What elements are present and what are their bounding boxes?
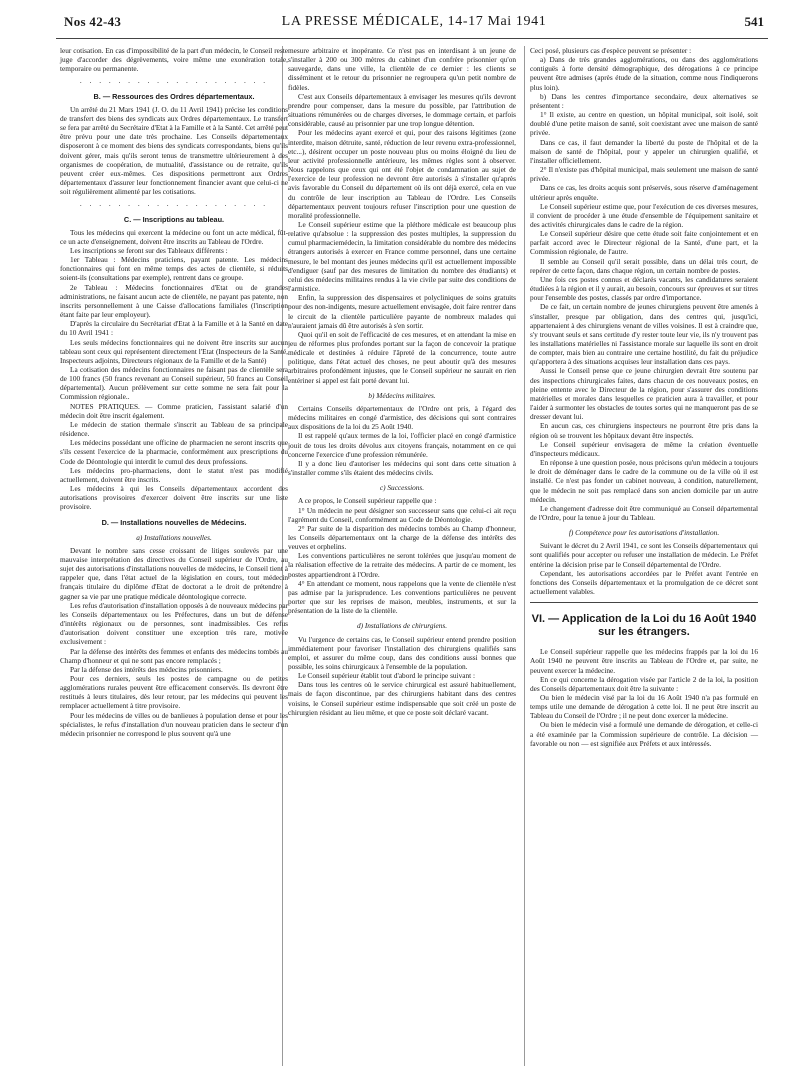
paragraph: Tous les médecins qui exercent la médecine ou font un acte médical, fût-ce un acte d'enseignement, doivent être inscrits au Tableau de l'Ordre. bbox=[60, 227, 288, 246]
paragraph: Dans ce cas, il faut demander la liberté du poste de l'hôpital et de la maison de santé de l'hôpital, pour y appeler un chirurgien qualifié, et l'installer officiellement. bbox=[530, 137, 758, 165]
paragraph: Ceci posé, plusieurs cas d'espèce peuvent se présenter : bbox=[530, 46, 692, 55]
paragraph: Ou bien le médecin visé par la loi du 16 Août 1940 n'a pas formulé en temps utile une demande de dérogation à cette loi. Il ne peut être inscrit au Tableau du Conseil de l'Ordre ; il ne peut donc exercer la médecine. bbox=[530, 693, 758, 721]
paragraph: Par la défense des intérêts des femmes et enfants des médecins tombés au Champ d'honneur et qui ne sont pas encore remplacés ; bbox=[60, 646, 288, 665]
paragraph: Le Conseil supérieur établit tout d'abord le principe suivant : bbox=[298, 671, 476, 681]
paragraph: Les médecins à qui les Conseils départementaux accordent des autorisations provisoires d'exercer doivent être inscrits sur une liste provisoire. bbox=[60, 484, 288, 512]
paragraph: Il est rappelé qu'aux termes de la loi, l'officier placé en congé d'armistice jouit de tous les droits dévolus aux citoyens français, notamment en ce qui concerne l'exercice d'une profession rémunérée. bbox=[288, 431, 516, 459]
paragraph: Le médecin de station thermale s'inscrit au Tableau de sa principale résidence. bbox=[60, 419, 288, 439]
chapter-heading: VI. — Application de la Loi du 16 Août 1940 sur les étrangers. bbox=[531, 613, 757, 639]
paragraph: Les médecins pro-pharmaciens, dont le statut n'est pas modifié actuellement, doivent être inscrits. bbox=[60, 465, 288, 484]
paragraph: Il y a donc lieu d'autoriser les médecins qui sont dans cette situation à s'installer comme s'ils étaient des médecins civils. bbox=[288, 458, 516, 478]
paragraph: Pour ces derniers, seuls les postes de campagne ou de petites agglomérations rurales peuvent être efficacement conservés. Ils devront être restitués à leurs titulaires, dès leur retour, par les médecins qui peuvent les remplacer actuellement à titre provisoire. bbox=[60, 674, 288, 711]
paragraph: Dans ce cas, les droits acquis sont préservés, sous réserve d'aménagement ultérieur après enquête. bbox=[530, 183, 758, 202]
page-header bbox=[64, 14, 764, 32]
section-rule bbox=[530, 602, 758, 603]
paragraph: C'est aux Conseils départementaux à envisager les mesures qu'ils devront prendre pour compenser, dans la mesure du possible, par l'attribution de situations rémunérées ou de charges diverses, le dommage certain, et parfois considérable, causé au prisonnier par une trop longue détention. bbox=[288, 91, 516, 129]
paragraph: A ce propos, le Conseil supérieur rappelle que : bbox=[298, 496, 437, 506]
paragraph: D'après la circulaire du Secrétariat d'Etat à la Famille et à la Santé en date du 10 Avril 1941 : bbox=[60, 319, 288, 338]
paragraph: Aussi le Conseil pense que ce jeune chirurgien devrait être soutenu par des inspections chirurgicales faites, dans chacun de ces nouveaux postes, en pleine entente avec le Directeur de la région, pour s'assurer des conditions matérielles et morales dans lesquelles ce praticien aura à travailler, et pour l'aider à surmonter les obstacles de toutes sortes qui ne manqueront pas de se dresser devant lui. bbox=[530, 366, 758, 422]
subsection-heading: d) Installations de chirurgiens. bbox=[356, 621, 448, 631]
column-divider bbox=[524, 46, 525, 1066]
paragraph: Ou bien le médecin visé a formulé une demande de dérogation, et celle-ci a été examinée par la Commission supérieure de contrôle. La décision — favorable ou non — est signifiée aux Préfets et aux intéressés. bbox=[530, 720, 758, 748]
paragraph: Le changement d'adresse doit être communiqué au Conseil départemental de l'Ordre, pour la tenue à jour du Tableau. bbox=[530, 503, 758, 522]
ellipsis-divider: . . . . . . . . . . . . . . . . . . . . bbox=[79, 199, 269, 209]
ellipsis-divider: . . . . . . . . . . . . . . . . . . . . bbox=[79, 76, 269, 86]
paragraph: Un arrêté du 21 Mars 1941 (J. O. du 11 Avril 1941) précise les conditions de transfert des biens des syndicats aux Ordres départementaux. Le transfert se fera par arrêté du Secrétaire d'Etat à la Famille et à la Santé. Cet arrêté peut être prévu pour une date très prochaine. Les Conseils départementaux disposeront à ce moment des biens des syndicats correspondants, biens qu'ils doivent gérer, mais qu'ils seront tenus de transmettre ultérieurement à des organismes de coopération, de mutualité, d'assistance ou de retraite, qu'ils peuvent créer eux-mêmes. Ces dispositions permettront aux Ordres départementaux d'assurer leur fonctionnement financier avant que celui-ci ne soit régulièrement alimenté par les cotisations. bbox=[60, 104, 288, 197]
subsection-heading: f) Compétence pour les autorisations d'installation. bbox=[568, 528, 720, 538]
paragraph: Suivant le décret du 2 Avril 1941, ce sont les Conseils départementaux qui sont qualifiés pour accepter ou refuser une installation de médecin. Le Préfet entérine la décision prise par le Conseil départemental de l'Ordre. bbox=[530, 541, 758, 569]
paragraph: Certains Conseils départementaux de l'Ordre ont pris, à l'égard des médecins militaires en congé d'armistice, des décisions qui sont contraires aux dispositions de la loi du 25 Août 1940. bbox=[288, 403, 516, 432]
subsection-heading: b) Médecins militaires. bbox=[368, 390, 436, 400]
page-number: 541 bbox=[744, 14, 764, 29]
journal-title: LA PRESSE MÉDICALE, 14-17 Mai 1941 bbox=[281, 14, 547, 29]
paragraph: Cependant, les autorisations accordées par le Préfet avant l'entrée en fonctions des Conseils départementaux et la promulgation de ce décret sont actuellement valables. bbox=[530, 568, 758, 597]
column-3 bbox=[530, 46, 758, 748]
paragraph: 4° En attendant ce moment, nous rappelons que la vente de clientèle n'est pas admise par la jurisprudence. Les conventions particulières ne peuvent porter que sur les reprises de maison, meubles, instruments, et sur la présentation de la liste de la clientèle. bbox=[288, 578, 516, 616]
paragraph: Les conventions particulières ne seront tolérées que jusqu'au moment de la réalisation effective de la retraite des médecins. A partir de ce moment, les postes appartiendront à l'Ordre. bbox=[288, 551, 516, 579]
paragraph: NOTES PRATIQUES. — Comme praticien, l'assistant salarié d'un médecin doit être inscrit également. bbox=[60, 401, 288, 420]
column-2 bbox=[288, 46, 516, 717]
paragraph: Par la défense des intérêts des médecins prisonniers. bbox=[70, 664, 223, 674]
paragraph: En réponse à une question posée, nous précisons qu'un médecin a toujours le droit de déménager dans le cadre de la commune ou de la ville où il est installé. Ce n'est pas fonder un cabinet nouveau, à condition, naturellement, que le médecin ne soit pas remplacé dans son ancien domicile par un autre médecin. bbox=[530, 458, 758, 504]
paragraph: En aucun cas, ces chirurgiens inspecteurs ne pourront être pris dans la région où se trouvent les hôpitaux devant être inspectés. bbox=[530, 421, 758, 440]
paragraph: Il semble au Conseil qu'il serait possible, dans un délai très court, de repérer de cette façon, dans chaque région, un certain nombre de postes. bbox=[530, 256, 758, 275]
header-rule bbox=[56, 38, 768, 39]
paragraph: 2° Il n'existe pas d'hôpital municipal, mais seulement une maison de santé privée. bbox=[530, 165, 758, 184]
paragraph: leur cotisation. En cas d'impossibilité de la part d'un médecin, le Conseil reste juge d'accorder des dégrèvements, voire même une exonération totale, temporaire ou permanente. bbox=[60, 46, 288, 74]
paragraph: Enfin, la suppression des dispensaires et polycliniques de soins gratuits pour des non-indigents, mesure actuellement envisagée, doit faire rentrer dans le circuit de la clientèle particulière payante de nombreux malades qui n'auraient jamais dû être autorisés à s'en sortir. bbox=[288, 293, 516, 330]
paragraph: 1er Tableau : Médecins praticiens, payant patente. Les médecins fonctionnaires qui font en même temps des actes de clientèle, si réduits soient-ils (consultations par exemple), rentrent dans ce groupe. bbox=[60, 255, 288, 283]
paragraph: Le Conseil supérieur rappelle que les médecins frappés par la loi du 16 Août 1940 ne peuvent être inscrits au Tableau de l'Ordre et, par suite, ne peuvent exercer la médecine. bbox=[530, 647, 758, 675]
paragraph: Le Conseil supérieur envisagera de même la création éventuelle d'inspecteurs médicaux. bbox=[530, 439, 758, 458]
paragraph: Le Conseil supérieur estime que, pour l'exécution de ces diverses mesures, il convient de procéder à une étude d'ensemble de l'équipement sanitaire et des activités chirurgicales dans le cadre de la région. bbox=[530, 201, 758, 229]
paragraph: Dans tous les centres où le service chirurgical est assuré habituellement, mais de façon discontinue, par des chirurgiens habitant dans des centres voisins, le Conseil supérieur estime indispensable que soit créé un poste de chirurgien résidant au lieu même, et que ce poste soit déclaré vacant. bbox=[288, 680, 516, 717]
paragraph: Le Conseil supérieur désire que cette étude soit faite conjointement et en parfait accord avec le Directeur régional de la Santé, d'une part, et la Commission régionale, de l'autre. bbox=[530, 229, 758, 257]
paragraph: a) Dans de très grandes agglomérations, ou dans des agglomérations contiguës à forte densité démographique, des dérogations à ce principe peuvent être admises (après étude de la situation, comme nous l'indiquerons plus loin). bbox=[530, 55, 758, 92]
paragraph: Le Conseil supérieur estime que la pléthore médicale est beaucoup plus relative qu'absolue : la suppression des postes multiples, la suppression du cumul pharmaciemédecin, la limitation considérable du nombre des médecins étrangers autorisés à exercer en France comme personnel, dans une certaine mesure, le bel montant des jeunes médecins qu'il est actuellement impossible d'endiguer (sauf par des mesures de limitation du nombre des étudiants) et celui des médecins militaires rendus à la vie civile par suite des conditions de l'armistice. bbox=[288, 219, 516, 294]
paragraph: Vu l'urgence de certains cas, le Conseil supérieur entend prendre position immédiatement pour favoriser l'installation des chirurgiens qualifiés sans emploi, et assurer du même coup, dans des conditions aussi bonnes que possible, les soins chirurgicaux à l'ensemble de la population. bbox=[288, 634, 516, 671]
paragraph: Pour les médecins ayant exercé et qui, pour des raisons légitimes (zone interdite, maison détruite, santé, réduction de leur revenu extra-professionnel, etc...), désirent occuper un poste nouveau plus ou moins éloigné du lieu de leur activité professionnelle antérieure, les mêmes règles sont à observer. Nous rappelons que ceux qui ont été l'objet de condamnation au sujet de l'exercice de leur profession ne devront être autorisés à s'installer qu'après avis favorable du Conseil du département où ils ont déjà exercé, cela en vue du contrôle de leur inscription au Tableau de l'Ordre. Les Conseils départementaux peuvent toujours refuser l'inscription pour une question de moralité professionnelle. bbox=[288, 128, 516, 220]
paragraph: Devant le nombre sans cesse croissant de litiges soulevés par une mauvaise interprétation des directives du Conseil supérieur de l'Ordre, au sujet des autorisations d'installations nouvelles de médecins, le Conseil tient à rappeler que, dans l'état actuel de la législation en cours, tout médecin français titulaire du diplôme d'Etat de doctorat a le droit de prétendre à gagner sa vie par une pratique médicale déontologique correcte. bbox=[60, 545, 288, 601]
column-1 bbox=[60, 46, 288, 738]
paragraph: mesure arbitraire et inopérante. Ce n'est pas en interdisant à un jeune de s'installer à 200 ou 300 mètres du cabinet d'un confrère prisonnier qu'on sauvegarde, dans une ville, la clientèle de ce dernier : les clients se disséminent et le retour du prisonnier ne regroupera qu'un petit nombre de fidèles. bbox=[288, 46, 516, 92]
paragraph: Pour les médecins de villes ou de banlieues à population dense et pour les spécialistes, le refus d'installation d'un nouveau praticien dans le secteur d'un médecin prisonnier ne correspond le plus souvent qu'à une bbox=[60, 710, 288, 738]
subsection-heading: c) Successions. bbox=[379, 483, 425, 493]
paragraph: Une fois ces postes connus et déclarés vacants, les candidatures seraient étudiées à la région et il y aurait, au besoin, concours sur épreuves et sur titres pour l'ensemble des postes, classés par ordre d'importance. bbox=[530, 274, 758, 303]
paragraph: Les refus d'autorisation d'installation opposés à de nouveaux médecins par les Conseils départementaux ou les Préfectures, dans un but de défense d'intérêts régionaux ou de personnes, sont inadmissibles. Ces refus d'autorisation doivent constituer une exception très rare, motivée exclusivement : bbox=[60, 600, 288, 647]
paragraph: 2° Par suite de la disparition des médecins tombés au Champ d'honneur, les Conseils départementaux ont la charge de la défense des intérêts des veuves et orphelins. bbox=[288, 523, 516, 552]
paragraph: 2e Tableau : Médecins fonctionnaires d'Etat ou de grandes administrations, ne faisant aucun acte de clientèle, ne payant pas patente, non inscrits personnellement à une Caisse d'allocations familiales (l'inscription étant faite par leur employeur). bbox=[60, 282, 288, 320]
section-heading: C. — Inscriptions au tableau. bbox=[123, 214, 225, 224]
paragraph: La cotisation des médecins fonctionnaires ne faisant pas de clientèle sera de 100 francs (50 francs revenant au Conseil supérieur, 50 francs au Conseil départemental). Aucun prélèvement sur cette somme ne sera fait pour la Commission régionale.. bbox=[60, 365, 288, 402]
paragraph: 1° Il existe, au centre en question, un hôpital municipal, soit isolé, soit doublé d'une petite maison de santé, soit coexistant avec une maison de santé privée. bbox=[530, 110, 758, 138]
section-heading: B. — Ressources des Ordres départementaux. bbox=[93, 91, 255, 101]
subsection-heading: a) Installations nouvelles. bbox=[136, 532, 212, 542]
paragraph: Quoi qu'il en soit de l'efficacité de ces mesures, et en attendant la mise en jeu de réformes plus profondes portant sur la façon de concevoir la pratique médicale et destinées à réduire l'âpreté de la concurrence, toute autre politique, dans l'état actuel des choses, ne peut aboutir qu'à des mesures arbitraires profondément injustes, que le Conseil supérieur ne saurait en rien entériner si appel est fait porté devant lui. bbox=[288, 329, 516, 385]
paragraph: En ce qui concerne la dérogation visée par l'article 2 de la loi, la position des Conseils départementaux doit être la suivante : bbox=[530, 674, 758, 693]
paragraph: De ce fait, un certain nombre de jeunes chirurgiens peuvent être amenés à s'installer, presque par obligation, dans des centres qui, jusqu'ici, appartenaient à des chirurgiens venant de villes voisines. Il est à craindre que, s'y trouvant seuls et sans certitude d'y rester toute leur vie, ils n'y trouvent pas les installations matérielles ni l'assistance morale sur laquelle ils sont en droit de compter, mais bien au contraire une certaine hostilité, du fait du préjudice qu'apportera à des situations acquises leur installation dans ces pays. bbox=[530, 302, 758, 367]
issue-number: Nos 42-43 bbox=[64, 14, 122, 29]
paragraph: b) Dans les centres d'importance secondaire, deux alternatives se présentent : bbox=[530, 91, 758, 110]
paragraph: Les seuls médecins fonctionnaires qui ne doivent être inscrits sur aucun tableau sont ceux qui représentent directement l'Etat (Inspecteurs de la Santé, Inspecteurs adjoints, Directeurs régionaux de la Famille et de la Santé) bbox=[60, 337, 288, 365]
paragraph: 1° Un médecin ne peut désigner son successeur sans que celui-ci ait reçu l'agrément du Conseil, conformément au Code de Déontologie. bbox=[288, 505, 516, 524]
paragraph: Les médecins possédant une officine de pharmacien ne seront inscrits que s'ils cessent l'exercice de la pharmacie, conformément aux prescriptions du Code de Déontologie qui interdit le cumul des deux professions. bbox=[60, 438, 288, 466]
section-heading: D. — Installations nouvelles de Médecins. bbox=[101, 517, 247, 527]
paragraph: Les inscriptions se feront sur des Tableaux différents : bbox=[70, 245, 228, 255]
